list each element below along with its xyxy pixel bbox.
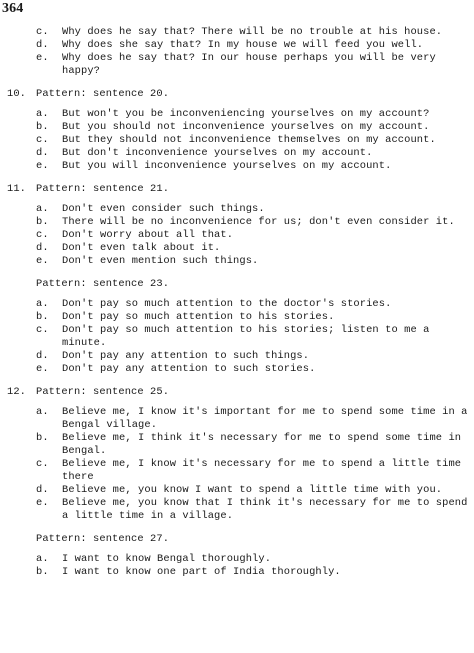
section-heading — [0, 386, 474, 399]
item-text: But you will inconvenience yourselves on my account. — [62, 160, 392, 172]
item-letter: d. — [36, 350, 49, 362]
section-number: 11. — [7, 183, 27, 195]
exercise-item — [0, 363, 474, 376]
section-heading — [0, 533, 474, 546]
item-letter: c. — [36, 26, 49, 38]
item-letter: e. — [36, 160, 49, 172]
item-letter: a. — [36, 298, 49, 310]
item-text: Don't pay any attention to such things. — [62, 350, 310, 362]
item-text: Don't pay so much attention to the doctor's stories. — [62, 298, 392, 310]
item-letter: d. — [36, 39, 49, 51]
exercise-section — [0, 88, 474, 173]
exercise-item — [0, 255, 474, 268]
item-text: Believe me, I know it's necessary for me to spend a little time there — [62, 458, 462, 483]
exercise-item — [0, 108, 474, 121]
exercise-section — [0, 533, 474, 579]
item-text: Don't worry about all that. — [62, 229, 234, 241]
item-letter: a. — [36, 406, 49, 418]
page-content — [0, 26, 474, 579]
pattern-label: Pattern: sentence 25. — [36, 386, 170, 398]
item-text: I want to know one part of India thoroughly. — [62, 566, 341, 578]
exercise-item — [0, 121, 474, 134]
exercise-item — [0, 242, 474, 255]
exercise-item — [0, 350, 474, 363]
item-letter: c. — [36, 229, 49, 241]
exercise-item — [0, 298, 474, 311]
item-text: Believe me, you know I want to spend a little time with you. — [62, 484, 443, 496]
exercise-item — [0, 203, 474, 216]
item-text: Don't pay so much attention to his stories. — [62, 311, 335, 323]
section-heading — [0, 278, 474, 291]
item-letter: b. — [36, 432, 49, 444]
exercise-item — [0, 160, 474, 173]
item-text: Why does he say that? There will be no trouble at his house. — [62, 26, 443, 38]
item-letter: e. — [36, 255, 49, 267]
item-letter: d. — [36, 147, 49, 159]
exercise-item — [0, 229, 474, 242]
item-letter: c. — [36, 324, 49, 336]
item-text: But don't inconvenience yourselves on my account. — [62, 147, 373, 159]
pattern-label: Pattern: sentence 27. — [36, 533, 170, 545]
exercise-item — [0, 432, 474, 458]
item-text: But you should not inconvenience yourselves on my account. — [62, 121, 430, 133]
exercise-item — [0, 566, 474, 579]
exercise-item — [0, 147, 474, 160]
exercise-section — [0, 386, 474, 523]
exercise-item — [0, 311, 474, 324]
item-text: Don't even talk about it. — [62, 242, 221, 254]
exercise-section — [0, 183, 474, 268]
item-letter: a. — [36, 553, 49, 565]
exercise-item — [0, 553, 474, 566]
item-letter: e. — [36, 52, 49, 64]
section-heading — [0, 183, 474, 196]
section-number: 12. — [7, 386, 27, 398]
item-letter: e. — [36, 363, 49, 375]
pattern-label: Pattern: sentence 20. — [36, 88, 170, 100]
exercise-section — [0, 278, 474, 376]
exercise-item — [0, 216, 474, 229]
item-text: Why does she say that? In my house we will feed you well. — [62, 39, 424, 51]
item-text: But won't you be inconveniencing yourselves on my account? — [62, 108, 430, 120]
item-letter: d. — [36, 242, 49, 254]
pattern-label: Pattern: sentence 21. — [36, 183, 170, 195]
exercise-item — [0, 134, 474, 147]
item-letter: a. — [36, 108, 49, 120]
item-text: Don't even consider such things. — [62, 203, 265, 215]
pattern-label: Pattern: sentence 23. — [36, 278, 170, 290]
item-text: Don't pay so much attention to his stories; listen to me a minute. — [62, 324, 430, 349]
exercise-item — [0, 26, 474, 39]
item-text: Don't pay any attention to such stories. — [62, 363, 316, 375]
exercise-section — [0, 26, 474, 78]
section-number: 10. — [7, 88, 27, 100]
item-letter: b. — [36, 216, 49, 228]
item-text: There will be no inconvenience for us; don't even consider it. — [62, 216, 455, 228]
exercise-item — [0, 52, 474, 78]
item-letter: c. — [36, 458, 49, 470]
item-letter: e. — [36, 497, 49, 509]
item-letter: a. — [36, 203, 49, 215]
section-heading — [0, 88, 474, 101]
exercise-item — [0, 406, 474, 432]
item-letter: b. — [36, 121, 49, 133]
item-text: Believe me, I think it's necessary for me to spend some time in Bengal. — [62, 432, 462, 457]
item-text: Believe me, I know it's important for me to spend some time in a Bengal village. — [62, 406, 468, 431]
item-letter: b. — [36, 311, 49, 323]
item-text: Believe me, you know that I think it's necessary for me to spend a little time in a village. — [62, 497, 468, 522]
item-text: Why does he say that? In our house perhaps you will be very happy? — [62, 52, 436, 77]
page-number: 364 — [2, 1, 24, 16]
item-letter: d. — [36, 484, 49, 496]
exercise-item — [0, 458, 474, 484]
exercise-item — [0, 39, 474, 52]
item-letter: b. — [36, 566, 49, 578]
exercise-item — [0, 497, 474, 523]
item-letter: c. — [36, 134, 49, 146]
item-text: Don't even mention such things. — [62, 255, 259, 267]
item-text: I want to know Bengal thoroughly. — [62, 553, 272, 565]
exercise-item — [0, 324, 474, 350]
item-text: But they should not inconvenience themselves on my account. — [62, 134, 436, 146]
exercise-item — [0, 484, 474, 497]
